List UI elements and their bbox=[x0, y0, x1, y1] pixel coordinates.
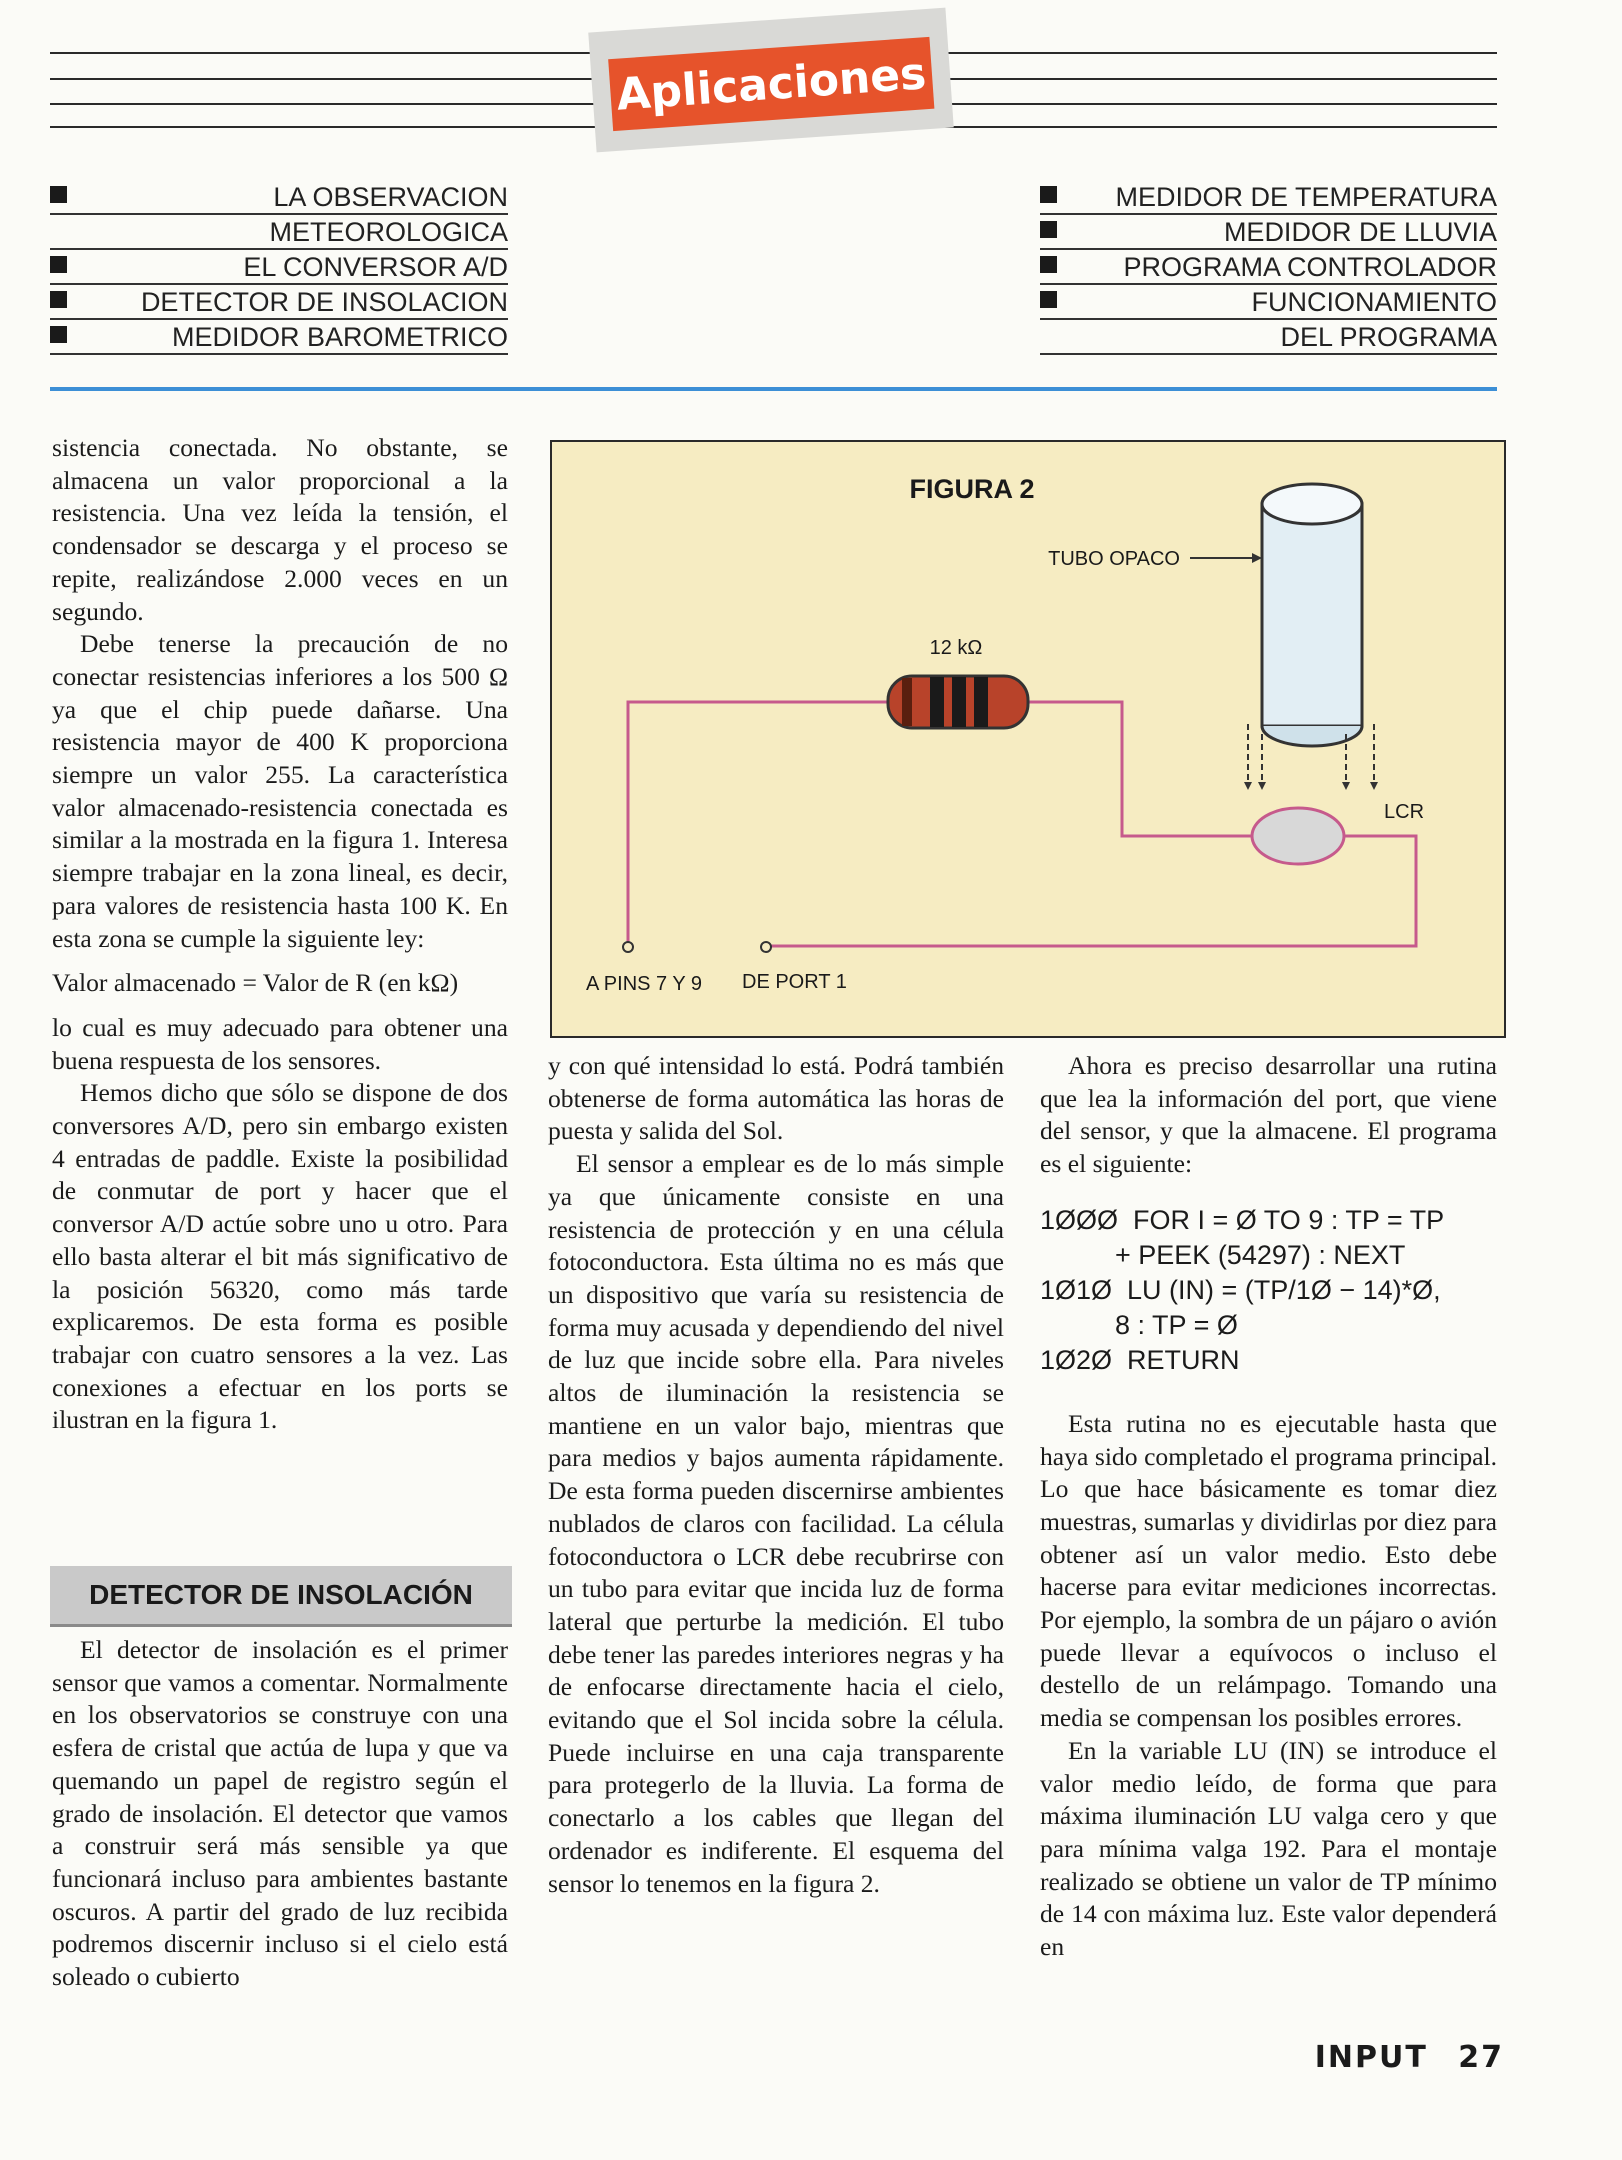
topics-left bbox=[50, 178, 508, 358]
wire-left bbox=[628, 702, 890, 945]
wire-resistor-to-lcr bbox=[1026, 702, 1260, 836]
terminal-port bbox=[761, 942, 771, 952]
paragraph: El detector de insolación es el primer sensor que vamos a comentar. Normalmente en los observatorios se construye con una esfera de cristal que actúa de lupa y que va quemando un papel de registro según el grado de insolación. El detector que vamos a construir será más sensible ya que funcionará incluso para ambientes bastante oscuros. A partir del grado de luz recibida podremos discernir incluso si el cielo está soleado o cubierto bbox=[52, 1635, 508, 1992]
section-banner bbox=[588, 8, 953, 153]
figure-title: FIGURA 2 bbox=[909, 474, 1035, 504]
topic-item: METEOROLOGICA bbox=[50, 213, 508, 250]
page-footer bbox=[1315, 2040, 1504, 2075]
resistor-label: 12 kΩ bbox=[929, 637, 983, 659]
bullet-icon bbox=[1040, 256, 1057, 273]
lcr-label: LCR bbox=[1384, 801, 1425, 823]
column-1 bbox=[52, 432, 508, 1437]
basic-program bbox=[1040, 1203, 1497, 1378]
lcr-cell-icon bbox=[1252, 808, 1344, 864]
topic-item: LA OBSERVACION bbox=[50, 178, 508, 215]
paragraph: El sensor a emplear es de lo más simple ya que únicamente consiste en una resistencia de protección y en una célula fotoconductora. Esta última no es más que un dispositivo que varía su resistencia de forma muy acusada y dependiendo del nivel de luz que incide sobre ella. Para niveles altos de iluminación la resistencia se mantiene en un valor bajo, mientras que para medios y bajos aumenta rápidamente. De esta forma pueden discernirse ambientes nublados de claros con facilidad. La célula fotoconductora o LCR debe recubrirse con un tubo para evitar que incida luz de forma lateral que perturbe la medición. El tubo debe tener las paredes interiores negras y ha de enfocarse directamente hacia el cielo, evitando que el Sol incida sobre la célula. Puede incluirse en una caja transparente para protegerlo de la lluvia. La forma de conectarlo a los cables que llegan del ordenador es indiferente. El esquema del sensor lo tenemos en la figura 2. bbox=[548, 1149, 1004, 1898]
pins-label: A PINS 7 Y 9 bbox=[586, 973, 703, 995]
header-divider bbox=[50, 387, 1497, 391]
resistor-icon bbox=[888, 676, 1028, 728]
paragraph: En la variable LU (IN) se introduce el valor medio leído, de forma que para máxima iluminación LU valga cero y que para mínima valga 192. Para el montaje realizado se obtiene un valor de TP mínimo de 14 con máxima luz. Este valor dependerá en bbox=[1040, 1735, 1497, 1962]
column-3 bbox=[1040, 1050, 1497, 1964]
opaque-tube-icon bbox=[1262, 484, 1362, 746]
magazine-name: INPUT bbox=[1314, 2040, 1428, 2075]
paragraph: y con qué intensidad lo está. Podrá también obtenerse de forma automática las horas de puesta y salida del Sol. bbox=[548, 1051, 1004, 1146]
paragraph: Esta rutina no es ejecutable hasta que haya sido completado el programa principal. Lo que hace básicamente es tomar diez muestras, sumarlas y dividirlas por diez para obtener así un valor medio. Esto debe hacerse para evitar mediciones incorrectas. Por ejemplo, la sombra de un pájaro o avión puede llevar a equívocos o incluso el destello de un relámpago. Tomando una media se compensan los posibles errores. bbox=[1040, 1408, 1498, 1733]
paragraph: Ahora es preciso desarrollar una rutina que lea la información del port, que viene del sensor, y que la almacene. El programa es el siguiente: bbox=[1040, 1051, 1497, 1179]
topic-item: MEDIDOR DE LLUVIA bbox=[1040, 213, 1497, 250]
topic-item: DEL PROGRAMA bbox=[1040, 318, 1497, 355]
paragraph: Hemos dicho que sólo se dispone de dos conversores A/D, pero sin embargo existen 4 entradas de paddle. Existe la posibilidad de conmutar de port y hacer que el conversor A/D actúe sobre uno u otro. Para ello basta alterar el bit más significativo de la posición 56320, como más tarde explicaremos. De esta forma es posible trabajar con cuatro sensores a la vez. Las conexiones a efectuar en los ports se ilustran en la figura 1. bbox=[52, 1078, 508, 1435]
bullet-icon bbox=[50, 326, 67, 343]
formula: Valor almacenado = Valor de R (en kΩ) bbox=[52, 968, 459, 998]
code-line: 1Ø2Ø RETURN bbox=[1040, 1344, 1240, 1375]
bullet-icon bbox=[50, 186, 67, 203]
code-line: + PEEK (54297) : NEXT bbox=[1040, 1239, 1406, 1270]
bullet-icon bbox=[50, 291, 67, 308]
section-heading: DETECTOR DE INSOLACIÓN bbox=[50, 1566, 512, 1627]
code-line: 8 : TP = Ø bbox=[1040, 1309, 1238, 1340]
port-label: DE PORT 1 bbox=[742, 971, 847, 993]
page-number: 27 bbox=[1458, 2040, 1504, 2075]
paragraph: lo cual es muy adecuado para obtener una buena respuesta de los sensores. bbox=[52, 1012, 508, 1075]
code-line: 1Ø1Ø LU (IN) = (TP/1Ø − 14)*Ø, bbox=[1040, 1274, 1441, 1305]
sensor-diagram bbox=[552, 442, 1504, 1036]
topic-item: DETECTOR DE INSOLACION bbox=[50, 283, 508, 320]
bullet-icon bbox=[1040, 291, 1057, 308]
topics-right bbox=[1040, 178, 1497, 358]
terminal-pins bbox=[623, 942, 633, 952]
column-2 bbox=[548, 1050, 1004, 1900]
paragraph: Debe tenerse la precaución de no conectar resistencias inferiores a los 500 Ω ya que el chip puede dañarse. Una resistencia mayor de 400 K proporciona siempre un valor 255. La característica valor almacenado-resistencia conectada es similar a la mostrada en la figura 1. Interesa siempre trabajar en la zona lineal, es decir, para valores de resistencia hasta 100 K. En esta zona se cumple la siguiente ley: bbox=[52, 629, 508, 953]
topic-item: FUNCIONAMIENTO bbox=[1040, 283, 1497, 320]
section-label: Aplicaciones bbox=[608, 37, 934, 131]
code-line: 1ØØØ FOR I = Ø TO 9 : TP = TP bbox=[1040, 1204, 1445, 1235]
bullet-icon bbox=[50, 256, 67, 273]
tube-label: TUBO OPACO bbox=[1048, 548, 1180, 570]
paragraph: sistencia conectada. No obstante, se almacena un valor proporcional a la resistencia. Una vez leída la tensión, el condensador se descarga y el proceso se repite, realizándose 2.000 veces en un segundo. bbox=[52, 433, 508, 626]
bullet-icon bbox=[1040, 186, 1057, 203]
topic-item: EL CONVERSOR A/D bbox=[50, 248, 508, 285]
bullet-icon bbox=[1040, 221, 1057, 238]
topic-item: MEDIDOR BAROMETRICO bbox=[50, 318, 508, 355]
figure-2 bbox=[550, 440, 1506, 1038]
topic-item: PROGRAMA CONTROLADOR bbox=[1040, 248, 1497, 285]
topic-item: MEDIDOR DE TEMPERATURA bbox=[1040, 178, 1497, 215]
column-1-continued bbox=[52, 1634, 508, 1994]
